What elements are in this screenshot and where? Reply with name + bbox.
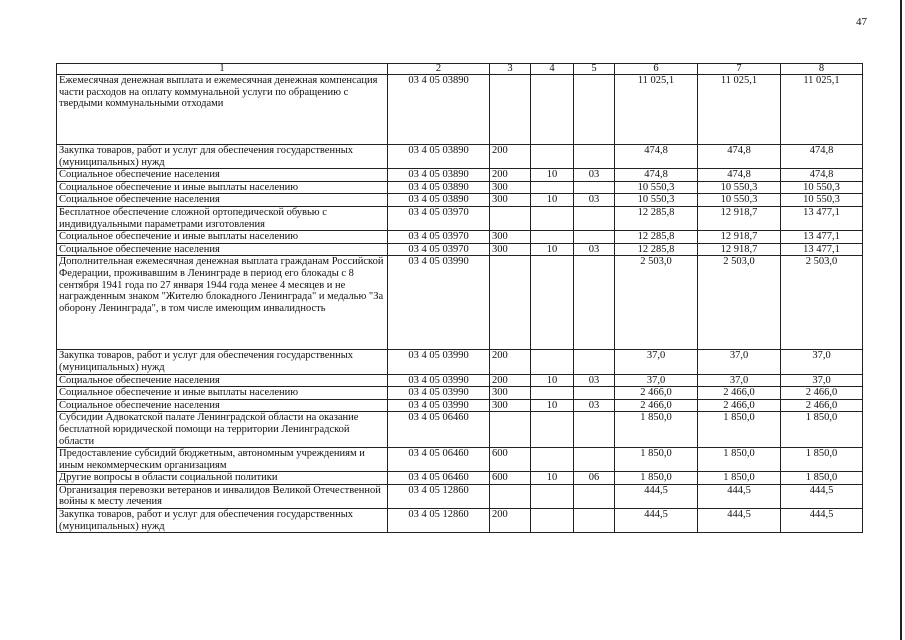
cell-v6: 1 850,0 <box>615 472 698 485</box>
cell-code: 03 4 05 03890 <box>388 194 490 207</box>
cell-name: Другие вопросы в области социальной политики <box>57 472 388 485</box>
cell-name: Предоставление субсидий бюджетным, автономным учреждениям и иным некоммерческим организациям <box>57 448 388 472</box>
table-row <box>57 243 863 256</box>
cell-c3: 300 <box>490 387 531 400</box>
cell-v6: 2 503,0 <box>615 256 698 350</box>
cell-name: Дополнительная ежемесячная денежная выплата гражданам Российской Федерации, проживавшим в Ленинграде в период его блокады с 8 сентября 1941 года по 27 января 1944 года менее 4 месяцев и не награжденным знаком "Жителю блокадного Ленинграда" и медалью "За оборону Ленинграда", в том числе имеющим инвалидность <box>57 256 388 350</box>
table-body <box>57 75 863 533</box>
cell-c4 <box>531 412 574 448</box>
cell-c5 <box>574 448 615 472</box>
cell-c5 <box>574 145 615 169</box>
cell-c4 <box>531 231 574 244</box>
cell-v8: 13 477,1 <box>781 231 863 244</box>
table-row <box>57 181 863 194</box>
cell-c4 <box>531 75 574 145</box>
cell-c4 <box>531 145 574 169</box>
cell-c5 <box>574 509 615 533</box>
header-cell: 8 <box>781 64 863 75</box>
cell-name: Закупка товаров, работ и услуг для обеспечения государственных (муниципальных) нужд <box>57 145 388 169</box>
cell-c5 <box>574 412 615 448</box>
cell-c4: 10 <box>531 194 574 207</box>
header-cell: 3 <box>490 64 531 75</box>
cell-v8: 37,0 <box>781 374 863 387</box>
cell-v6: 37,0 <box>615 350 698 374</box>
cell-v8: 13 477,1 <box>781 243 863 256</box>
cell-v6: 10 550,3 <box>615 194 698 207</box>
cell-c5 <box>574 75 615 145</box>
cell-c5: 03 <box>574 169 615 182</box>
table-row <box>57 412 863 448</box>
cell-code: 03 4 05 03990 <box>388 350 490 374</box>
cell-v6: 10 550,3 <box>615 181 698 194</box>
page-edge-line <box>900 0 902 640</box>
cell-c4: 10 <box>531 472 574 485</box>
cell-c3: 200 <box>490 350 531 374</box>
cell-c3: 300 <box>490 181 531 194</box>
cell-v7: 444,5 <box>698 509 781 533</box>
cell-code: 03 4 05 06460 <box>388 412 490 448</box>
cell-name: Социальное обеспечение и иные выплаты населению <box>57 387 388 400</box>
cell-c3: 300 <box>490 399 531 412</box>
cell-code: 03 4 05 03990 <box>388 399 490 412</box>
cell-v7: 10 550,3 <box>698 194 781 207</box>
cell-v8: 2 466,0 <box>781 399 863 412</box>
table-row <box>57 472 863 485</box>
cell-v6: 474,8 <box>615 145 698 169</box>
cell-c3: 200 <box>490 145 531 169</box>
cell-c3: 200 <box>490 509 531 533</box>
cell-v7: 1 850,0 <box>698 448 781 472</box>
cell-v8: 444,5 <box>781 509 863 533</box>
cell-c3: 200 <box>490 169 531 182</box>
table-row <box>57 231 863 244</box>
cell-c3 <box>490 484 531 508</box>
cell-v8: 13 477,1 <box>781 206 863 230</box>
cell-code: 03 4 05 03970 <box>388 231 490 244</box>
cell-v6: 12 285,8 <box>615 243 698 256</box>
cell-v8: 444,5 <box>781 484 863 508</box>
cell-code: 03 4 05 03990 <box>388 374 490 387</box>
header-row <box>57 64 863 75</box>
cell-v8: 11 025,1 <box>781 75 863 145</box>
cell-v6: 12 285,8 <box>615 206 698 230</box>
cell-v7: 12 918,7 <box>698 206 781 230</box>
cell-c5 <box>574 181 615 194</box>
table-row <box>57 387 863 400</box>
cell-v8: 1 850,0 <box>781 448 863 472</box>
cell-v7: 474,8 <box>698 145 781 169</box>
cell-name: Закупка товаров, работ и услуг для обеспечения государственных (муниципальных) нужд <box>57 350 388 374</box>
cell-v8: 474,8 <box>781 145 863 169</box>
cell-c3: 300 <box>490 194 531 207</box>
cell-c4: 10 <box>531 374 574 387</box>
cell-v6: 37,0 <box>615 374 698 387</box>
cell-c4 <box>531 256 574 350</box>
cell-v7: 10 550,3 <box>698 181 781 194</box>
cell-c3: 300 <box>490 231 531 244</box>
cell-c5 <box>574 256 615 350</box>
cell-v6: 444,5 <box>615 484 698 508</box>
cell-v8: 1 850,0 <box>781 472 863 485</box>
cell-code: 03 4 05 03970 <box>388 243 490 256</box>
cell-v7: 2 503,0 <box>698 256 781 350</box>
page-number: 47 <box>856 16 867 28</box>
cell-v7: 12 918,7 <box>698 243 781 256</box>
cell-c4 <box>531 509 574 533</box>
table-row <box>57 206 863 230</box>
cell-c5 <box>574 206 615 230</box>
cell-c4 <box>531 448 574 472</box>
cell-v6: 444,5 <box>615 509 698 533</box>
cell-v7: 2 466,0 <box>698 399 781 412</box>
cell-name: Бесплатное обеспечение сложной ортопедической обувью с индивидуальными параметрами изготовления <box>57 206 388 230</box>
table-row <box>57 194 863 207</box>
cell-c4 <box>531 484 574 508</box>
cell-c3: 200 <box>490 374 531 387</box>
cell-v8: 2 503,0 <box>781 256 863 350</box>
cell-name: Социальное обеспечение населения <box>57 243 388 256</box>
cell-c5: 03 <box>574 194 615 207</box>
cell-c4 <box>531 206 574 230</box>
cell-v6: 1 850,0 <box>615 412 698 448</box>
cell-v6: 2 466,0 <box>615 399 698 412</box>
cell-v7: 11 025,1 <box>698 75 781 145</box>
cell-code: 03 4 05 03990 <box>388 256 490 350</box>
cell-c5 <box>574 484 615 508</box>
cell-v7: 444,5 <box>698 484 781 508</box>
cell-code: 03 4 05 12860 <box>388 484 490 508</box>
cell-c4 <box>531 387 574 400</box>
cell-name: Социальное обеспечение населения <box>57 374 388 387</box>
cell-c4: 10 <box>531 169 574 182</box>
table-row <box>57 75 863 145</box>
cell-c5: 03 <box>574 374 615 387</box>
cell-v8: 1 850,0 <box>781 412 863 448</box>
cell-v6: 1 850,0 <box>615 448 698 472</box>
cell-c4 <box>531 350 574 374</box>
cell-v7: 1 850,0 <box>698 412 781 448</box>
cell-v7: 1 850,0 <box>698 472 781 485</box>
cell-c3 <box>490 256 531 350</box>
table-row <box>57 399 863 412</box>
cell-v8: 474,8 <box>781 169 863 182</box>
cell-c3: 300 <box>490 243 531 256</box>
cell-v6: 2 466,0 <box>615 387 698 400</box>
cell-c4 <box>531 181 574 194</box>
table-row <box>57 350 863 374</box>
cell-c5 <box>574 387 615 400</box>
table-row <box>57 256 863 350</box>
cell-c3: 600 <box>490 448 531 472</box>
header-cell: 4 <box>531 64 574 75</box>
cell-name: Организация перевозки ветеранов и инвалидов Великой Отечественной войны к месту лечения <box>57 484 388 508</box>
table-row <box>57 169 863 182</box>
cell-c4: 10 <box>531 243 574 256</box>
cell-v6: 11 025,1 <box>615 75 698 145</box>
cell-name: Субсидии Адвокатской палате Ленинградской области на оказание бесплатной юридической помощи на территории Ленинградской области <box>57 412 388 448</box>
cell-code: 03 4 05 03890 <box>388 181 490 194</box>
cell-v8: 10 550,3 <box>781 194 863 207</box>
cell-code: 03 4 05 03990 <box>388 387 490 400</box>
cell-code: 03 4 05 03890 <box>388 145 490 169</box>
cell-code: 03 4 05 06460 <box>388 472 490 485</box>
cell-c5: 03 <box>574 243 615 256</box>
header-cell: 1 <box>57 64 388 75</box>
budget-table <box>56 63 863 533</box>
cell-c4: 10 <box>531 399 574 412</box>
cell-c3 <box>490 412 531 448</box>
cell-v8: 37,0 <box>781 350 863 374</box>
table-row <box>57 448 863 472</box>
cell-c3: 600 <box>490 472 531 485</box>
header-cell: 6 <box>615 64 698 75</box>
cell-c5 <box>574 231 615 244</box>
cell-c3 <box>490 75 531 145</box>
cell-name: Социальное обеспечение и иные выплаты населению <box>57 231 388 244</box>
cell-v8: 10 550,3 <box>781 181 863 194</box>
cell-v7: 37,0 <box>698 374 781 387</box>
cell-name: Ежемесячная денежная выплата и ежемесячная денежная компенсация части расходов на оплату коммунальной услуги по обращению с твердыми коммунальными отходами <box>57 75 388 145</box>
cell-v7: 474,8 <box>698 169 781 182</box>
cell-v6: 12 285,8 <box>615 231 698 244</box>
cell-name: Социальное обеспечение населения <box>57 399 388 412</box>
cell-code: 03 4 05 03890 <box>388 75 490 145</box>
cell-code: 03 4 05 03970 <box>388 206 490 230</box>
cell-v7: 37,0 <box>698 350 781 374</box>
header-cell: 7 <box>698 64 781 75</box>
cell-code: 03 4 05 06460 <box>388 448 490 472</box>
cell-c5: 03 <box>574 399 615 412</box>
cell-name: Закупка товаров, работ и услуг для обеспечения государственных (муниципальных) нужд <box>57 509 388 533</box>
cell-v7: 2 466,0 <box>698 387 781 400</box>
cell-v7: 12 918,7 <box>698 231 781 244</box>
header-cell: 5 <box>574 64 615 75</box>
cell-name: Социальное обеспечение и иные выплаты населению <box>57 181 388 194</box>
cell-code: 03 4 05 12860 <box>388 509 490 533</box>
table-row <box>57 484 863 508</box>
cell-c5 <box>574 350 615 374</box>
cell-v6: 474,8 <box>615 169 698 182</box>
header-cell: 2 <box>388 64 490 75</box>
cell-name: Социальное обеспечение населения <box>57 194 388 207</box>
cell-code: 03 4 05 03890 <box>388 169 490 182</box>
cell-v8: 2 466,0 <box>781 387 863 400</box>
table-row <box>57 374 863 387</box>
table-row <box>57 509 863 533</box>
cell-c3 <box>490 206 531 230</box>
cell-name: Социальное обеспечение населения <box>57 169 388 182</box>
table-row <box>57 145 863 169</box>
cell-c5: 06 <box>574 472 615 485</box>
